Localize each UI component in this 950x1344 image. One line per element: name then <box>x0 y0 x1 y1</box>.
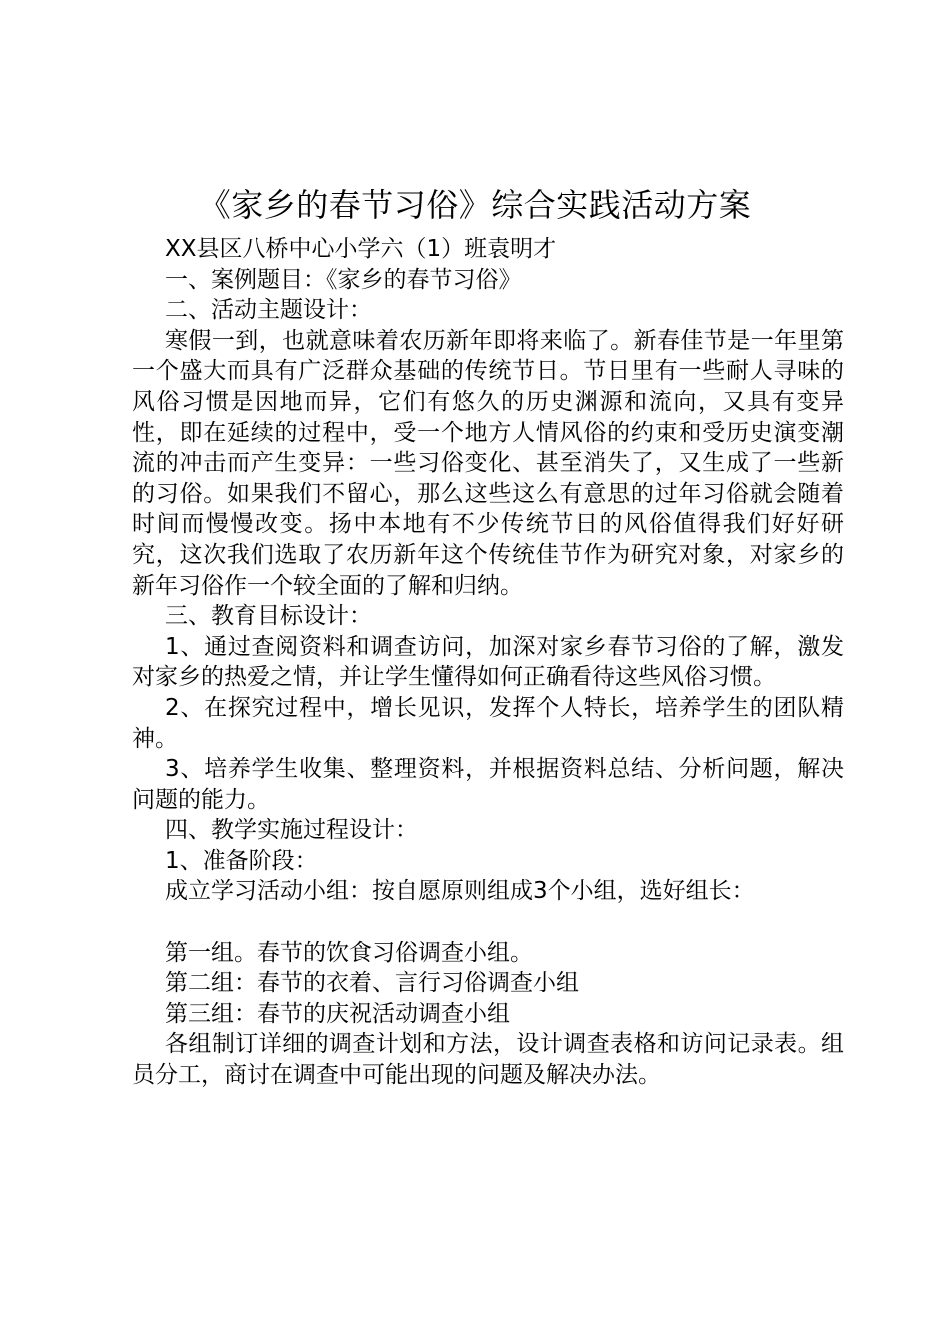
section-heading-implementation: 四、教学实施过程设计： <box>165 817 418 844</box>
section-heading-case-title: 一、案例题目：《家乡的春节习俗》 <box>165 266 522 293</box>
goal-item-1: 1、通过查阅资料和调查访问，加深对家乡春节习俗的了解，激发对家乡的热爱之情，并让学生懂得如何正确看待这些风俗习惯。 <box>132 633 844 691</box>
document-body <box>132 234 844 1091</box>
document-title: 《家乡的春节习俗》综合实践活动方案 <box>198 186 752 224</box>
blank-line <box>132 907 844 938</box>
step-heading-preparation: 1、准备阶段： <box>165 847 318 874</box>
group-setup-paragraph: 成立学习活动小组：按自愿原则组成3个小组，选好组长： <box>165 878 755 905</box>
author-line: XX县区八桥中心小学六（1）班袁明才 <box>165 236 557 262</box>
group-item-2: 第二组：春节的衣着、言行习俗调查小组 <box>165 970 579 997</box>
group-plan-paragraph: 各组制订详细的调查计划和方法，设计调查表格和访问记录表。组员分工，商讨在调查中可能出现的问题及解决办法。 <box>132 1031 844 1089</box>
group-item-1: 第一组。春节的饮食习俗调查小组。 <box>165 939 533 966</box>
goal-item-3: 3、培养学生收集、整理资料，并根据资料总结、分析问题，解决问题的能力。 <box>132 756 844 813</box>
theme-design-paragraph: 寒假一到，也就意味着农历新年即将来临了。新春佳节是一年里第一个盛大而具有广泛群众基础的传统节日。节日里有一些耐人寻味的风俗习惯是因地而异，它们有悠久的历史渊源和流向，又具有变异性，即在延续的过程中，受一个地方人情风俗的约束和受历史演变潮流的冲击而产生变异：一些习俗变化、甚至消失了，又生成了一些新的习俗。如果我们不留心，那么这些这么有意思的过年习俗就会随着时间而慢慢改变。扬中本地有不少传统节日的风俗值得我们好好研究，这次我们选取了农历新年这个传统佳节作为研究对象，对家乡的新年习俗作一个较全面的了解和归纳。 <box>132 327 844 599</box>
section-heading-theme-design: 二、活动主题设计： <box>165 297 372 324</box>
goal-item-2: 2、在探究过程中，增长见识，发挥个人特长，培养学生的团队精神。 <box>132 694 844 752</box>
section-heading-education-goals: 三、教育目标设计： <box>165 603 372 630</box>
group-item-3: 第三组：春节的庆祝活动调查小组 <box>165 1000 510 1027</box>
